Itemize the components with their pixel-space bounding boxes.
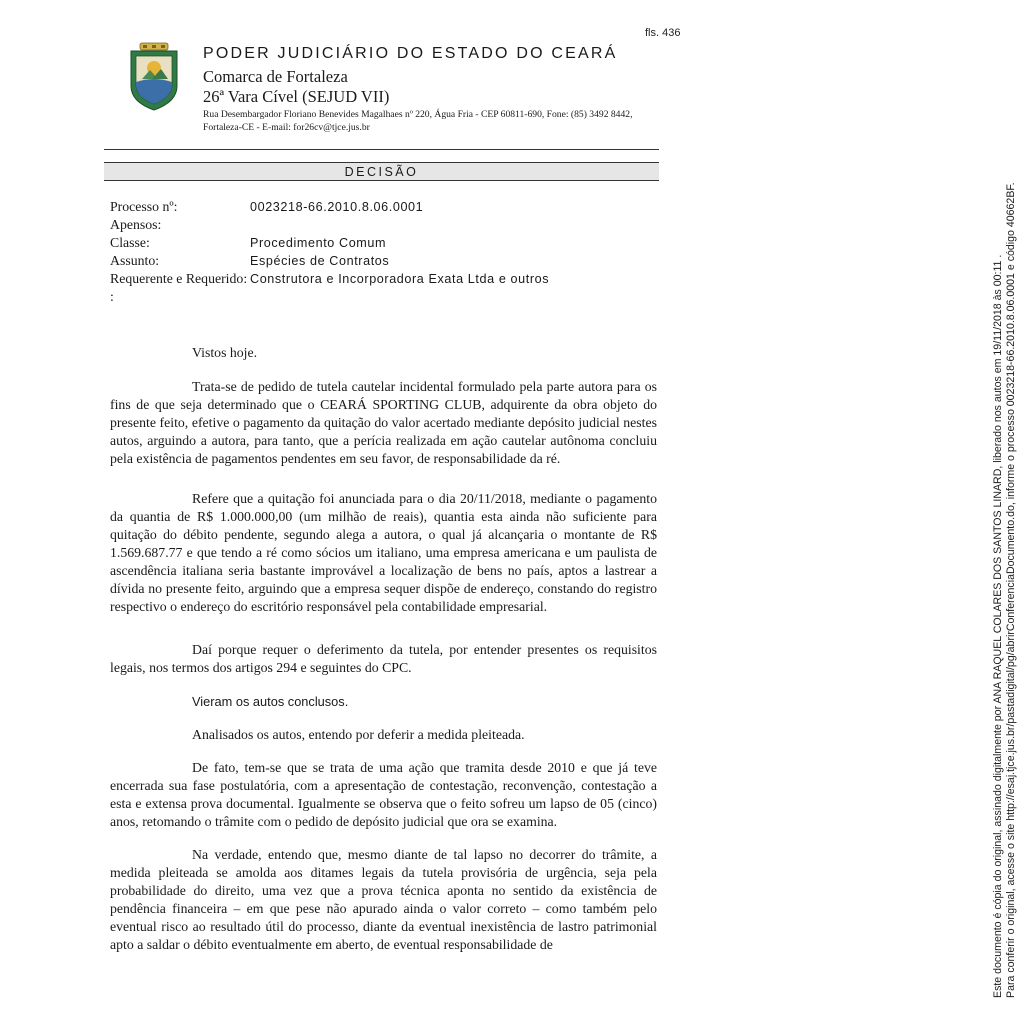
meta-label: Assunto: xyxy=(110,253,160,268)
meta-label: : xyxy=(110,289,114,304)
verification-line: Para conferir o original, acesse o site http://esaj.tjce.jus.br/pastadigital/pg/abrirConferenciaDocumento.do, informe o processo 0023218-66.2010.8.06.0001 e código 40662BF. xyxy=(1005,182,1017,998)
paragraph-deferimento: Daí porque requer o deferimento da tutela, por entender presentes os requisitos legais, nos termos dos artigos 294 e seguintes do CPC. xyxy=(110,642,657,675)
document-title-bar xyxy=(104,162,659,181)
paragraph-na-verdade: Na verdade, entendo que, mesmo diante de tal lapso no decorrer do trâmite, a medida pleiteada se amolda aos ditames legais da tutela provisória de urgência, seja pela probabilidade do direito, uma vez que a prova técnica aponta no sentido da existência de pendência financeira – em que pese não apurado ainda o valor correto – como também pelo eventual risco ao resultado útil do processo, diante da eventual inexistência de lastro patrimonial apto a saldar o débito eventualmente em aberto, de eventual responsabilidade de xyxy=(110,847,657,952)
meta-row-extra xyxy=(110,288,670,306)
paragraph-de-fato: De fato, tem-se que se trata de uma ação que tramita desde 2010 e que já teve encerrada sua fase postulatória, com a apresentação de contestação, reconvenção, contestação a esta e extensa prova documental. Igualmente se observa que o feito sofreu um lapso de 05 (cinco) anos, retomando o trâmite com o pedido de depósito judicial que ora se examina. xyxy=(110,760,657,829)
paragraph-vistos: Vistos hoje. xyxy=(192,345,258,360)
paragraph-analisados: Analisados os autos, entendo por deferir a medida pleiteada. xyxy=(192,727,525,742)
meta-row-processo xyxy=(110,198,670,216)
page-number: fls. 436 xyxy=(645,27,681,39)
paragraph-pedido: Trata-se de pedido de tutela cautelar incidental formulado pela parte autora para os fins de que seja determinado que o CEARÁ SPORTING CLUB, adquirente da obra objeto do presente feito, efetive o pagamento da quitação do valor acertado mediante depósito judicial nestes autos, arguindo a autora, para tanto, que a perícia realizada em ação cautelar autônoma concluiu pela existência de pagamentos pendentes em seu favor, de responsabilidade da ré. xyxy=(110,379,657,466)
meta-row-partes xyxy=(110,270,670,288)
paragraph-conclusos xyxy=(110,693,657,711)
meta-label: Apensos: xyxy=(110,217,162,232)
paragraph-quitacao: Refere que a quitação foi anunciada para o dia 20/11/2018, mediante o pagamento da quantia de R$ 1.000.000,00 (um milhão de reais), quantia esta ainda não suficiente para quitação do débito pendente, segundo alega a autora, o qual já alcançaria o montante de R$ 1.569.687.77 e que tendo a ré como sócios um italiano, uma empresa americana e um paulista de ascendência italiana seria bastante improvável a localização de bens no país, aptos a lastrear a dívida no presente feito, arguindo que a empresa sequer dispõe de endereço, constando do registro respectivo o endereço do escritório responsável pela contabilidade empresarial. xyxy=(110,491,657,614)
state-coat-of-arms-icon xyxy=(128,42,180,112)
court-address xyxy=(203,108,663,134)
meta-row-classe xyxy=(110,234,670,252)
court-title: PODER JUDICIÁRIO DO ESTADO DO CEARÁ xyxy=(203,45,618,62)
comarca-name: Comarca de Fortaleza xyxy=(203,67,348,86)
document-title: DECISÃO xyxy=(344,165,419,179)
meta-value: Procedimento Comum xyxy=(250,236,387,250)
vara-name: 26ª Vara Cível (SEJUD VII) xyxy=(203,87,390,106)
meta-row-assunto xyxy=(110,252,670,270)
address-line: Rua Desembargador Floriano Benevides Magalhaes nº 220, Água Fria - CEP 60811-690, Fone: (85) 3492 8442, xyxy=(203,109,633,120)
address-line: Fortaleza-CE - E-mail: for26cv@tjce.jus.br xyxy=(203,122,370,133)
header-rule xyxy=(104,149,659,150)
meta-label: Classe: xyxy=(110,235,150,250)
meta-value: Construtora e Incorporadora Exata Ltda e outros xyxy=(250,272,550,286)
meta-label: Requerente e Requerido: xyxy=(110,271,248,286)
digital-signature-note xyxy=(992,138,1018,998)
conclusos-text: Vieram os autos conclusos. xyxy=(192,694,349,709)
signature-line: Este documento é cópia do original, assinado digitalmente por ANA RAQUEL COLARES DOS SANTOS LINARD, liberado nos autos em 19/11/2018 às 00:11 . xyxy=(992,254,1004,998)
meta-label: Processo nº: xyxy=(110,199,178,214)
case-metadata xyxy=(110,198,670,306)
meta-value: 0023218-66.2010.8.06.0001 xyxy=(250,200,424,214)
meta-value: Espécies de Contratos xyxy=(250,254,390,268)
meta-row-apensos xyxy=(110,216,670,234)
